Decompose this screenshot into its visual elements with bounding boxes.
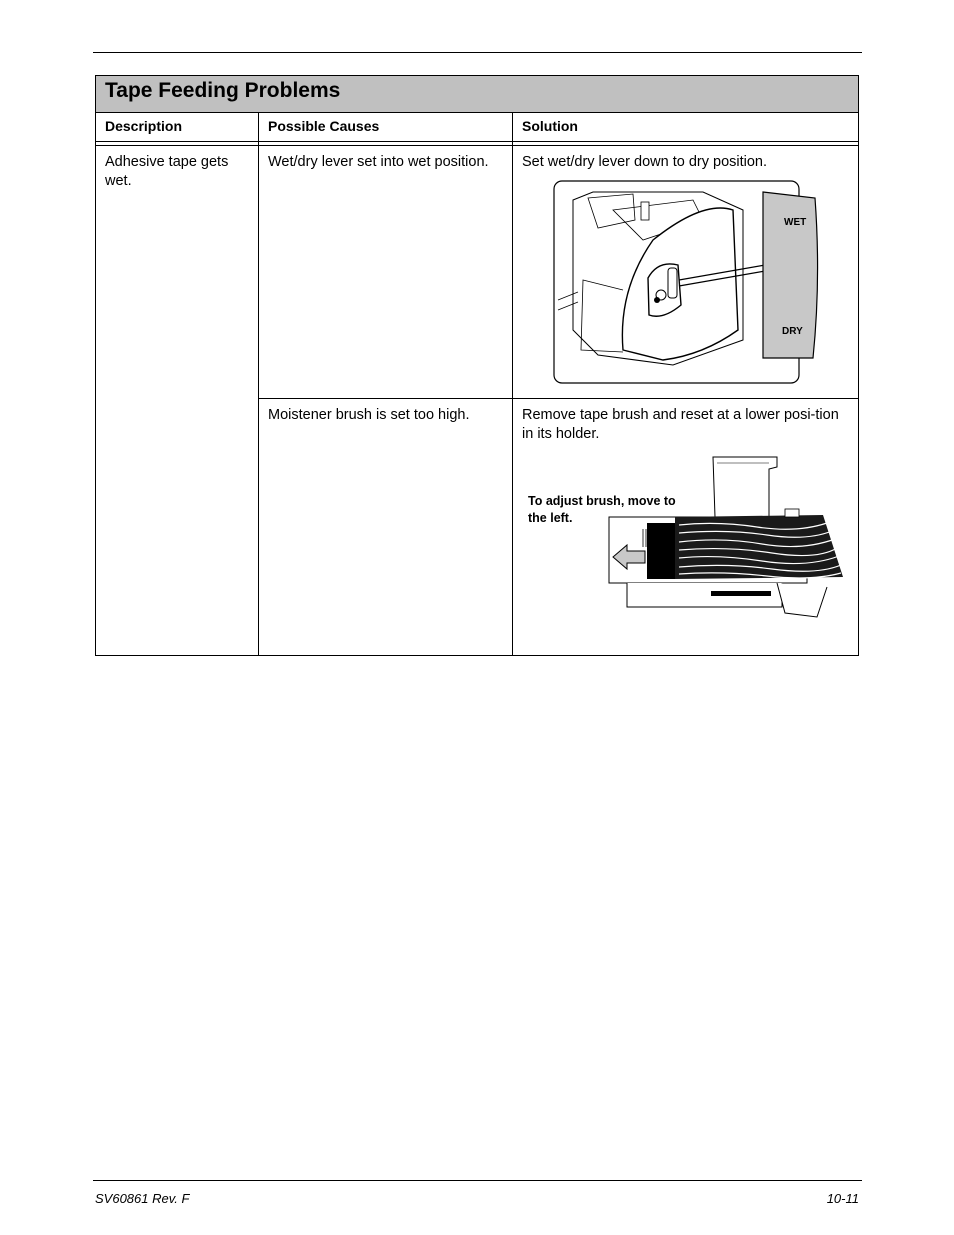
- page-number: 10-11: [826, 1191, 859, 1206]
- solution-text: Remove tape brush and reset at a lower posi-tion in its holder.: [522, 407, 839, 442]
- document-id: SV60861 Rev. F: [95, 1191, 190, 1206]
- table-header-row: [96, 113, 858, 142]
- table-row: [259, 399, 858, 655]
- wet-label: WET: [784, 217, 807, 228]
- header-rule: [93, 52, 862, 53]
- brush-adjust-caption: To adjust brush, move to the left.: [528, 494, 676, 525]
- problem-description: Adhesive tape gets wet.: [96, 146, 259, 655]
- possible-cause: Wet/dry lever set into wet position.: [259, 146, 513, 398]
- column-header-description: Description: [96, 113, 259, 141]
- table-body: [96, 146, 858, 655]
- table-title: Tape Feeding Problems: [96, 76, 858, 113]
- column-header-causes: Possible Causes: [259, 113, 513, 141]
- solution-cell: [513, 399, 858, 655]
- column-header-solution: Solution: [522, 118, 578, 134]
- solution-text: Set wet/dry lever down to dry position.: [522, 154, 768, 170]
- dry-label: DRY: [782, 326, 803, 337]
- table-row: [259, 146, 858, 399]
- wet-dry-lever-illustration: [553, 180, 823, 390]
- possible-cause: Moistener brush is set too high.: [259, 399, 513, 655]
- troubleshooting-table: [95, 75, 859, 656]
- solution-cell: [513, 146, 858, 398]
- moistener-brush-illustration: [527, 455, 847, 625]
- footer-rule: [93, 1180, 862, 1181]
